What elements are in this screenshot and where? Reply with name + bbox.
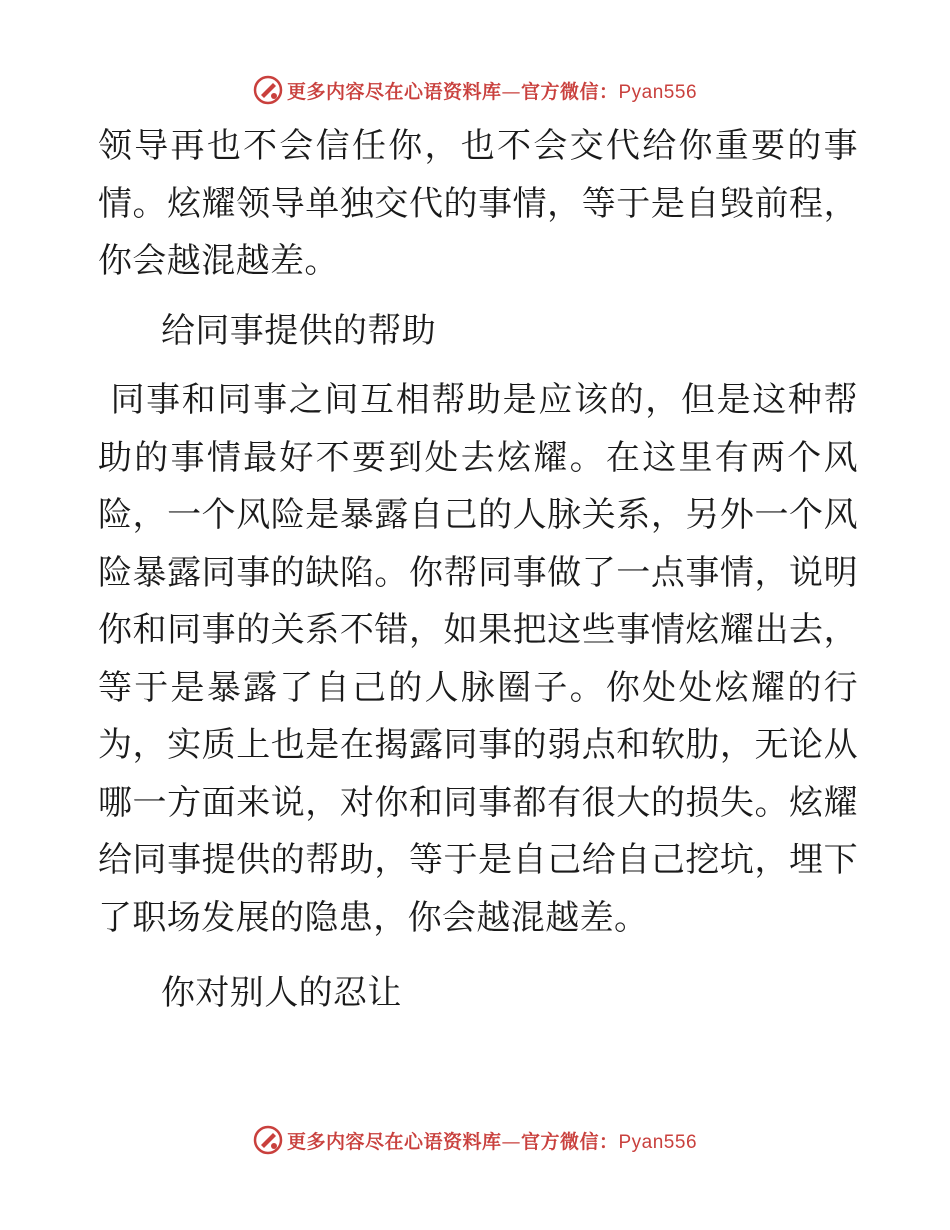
document-body <box>98 118 858 1023</box>
header-watermark <box>0 73 950 107</box>
watermark-text: 更多内容尽在心语资料库—官方微信：Pyan556 <box>286 1130 698 1153</box>
section-heading-help: 给同事提供的帮助 <box>161 310 437 351</box>
paragraph-2: 同事和同事之间互相帮助是应该的，但是这种帮助的事情最好不要到处去炫耀。在这里有两个风险，一个风险是暴露自己的人脉关系，另外一个风险暴露同事的缺陷。你帮同事做了一点事情，说明你和同事的关系不错，如果把这些事情炫耀出去，等于是暴露了自己的人脉圈子。你处处炫耀的行为，实质上也是在揭露同事的弱点和软肋，无论从哪一方面来说，对你和同事都有很大的损失。炫耀给同事提供的帮助，等于是自己给自己挖坑，埋下了职场发展的隐患，你会越混越差。 <box>98 380 858 938</box>
seal-logo-icon <box>253 1125 283 1155</box>
seal-logo-icon <box>253 75 283 105</box>
section-heading-tolerance: 你对别人的忍让 <box>161 973 402 1013</box>
paragraph-1: 领导再也不会信任你，也不会交代给你重要的事情。炫耀领导单独交代的事情，等于是自毁前程，你会越混越差。 <box>98 126 858 281</box>
footer-watermark <box>0 1123 950 1157</box>
watermark-text: 更多内容尽在心语资料库—官方微信：Pyan556 <box>286 80 698 103</box>
